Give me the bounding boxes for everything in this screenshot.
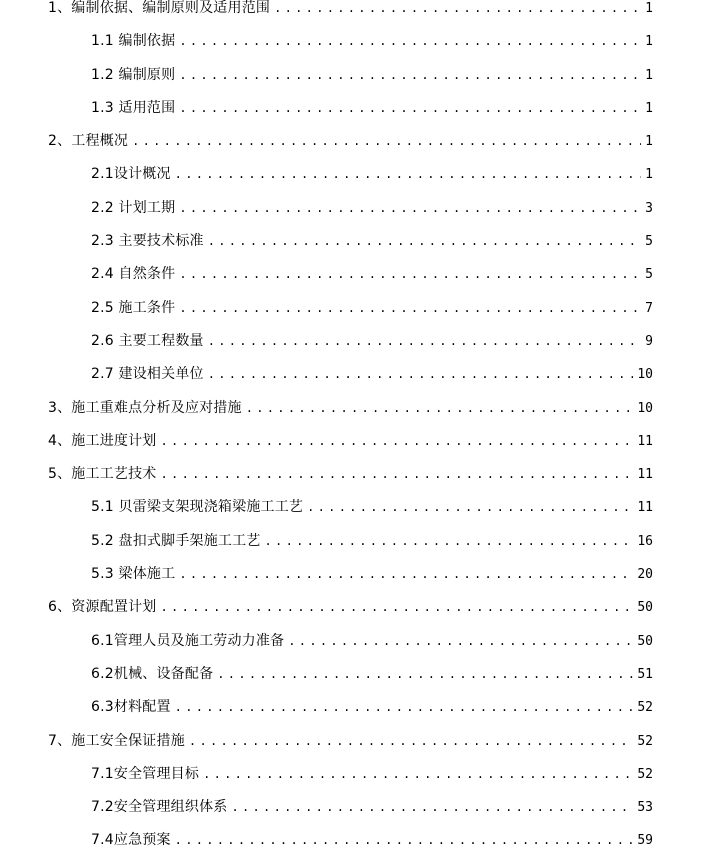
toc-entry-label: 7.2安全管理组织体系	[91, 799, 228, 816]
toc-entry-2-2[interactable]	[0, 192, 705, 225]
toc-entry-label: 6.2机械、设备配备	[91, 665, 214, 682]
toc-entry-label: 4、施工进度计划	[48, 432, 157, 449]
toc-entry-1-1[interactable]	[0, 25, 705, 58]
toc-entry-1-2[interactable]	[0, 59, 705, 92]
toc-leader-dots	[179, 25, 641, 58]
toc-page-number: 1	[645, 167, 653, 183]
toc-page-number: 9	[645, 333, 653, 349]
toc-leader-dots	[307, 491, 633, 524]
toc-leader-dots	[179, 258, 641, 291]
toc-entry-7-1[interactable]	[0, 758, 705, 791]
toc-entry-label: 6、资源配置计划	[48, 599, 157, 616]
toc-entry-6-1[interactable]	[0, 625, 705, 658]
toc-leader-dots	[288, 625, 633, 658]
toc-entry-3[interactable]	[0, 392, 705, 425]
toc-entry-label: 2.1设计概况	[91, 166, 171, 183]
toc-entry-6-2[interactable]	[0, 658, 705, 691]
toc-entry-2-3[interactable]	[0, 225, 705, 258]
toc-page-number: 50	[637, 633, 653, 649]
toc-entry-label: 1.1 编制依据	[91, 33, 176, 50]
toc-entry-label: 1.2 编制原则	[91, 66, 176, 83]
toc-page-number: 20	[637, 567, 653, 583]
toc-page-number: 5	[645, 267, 653, 283]
toc-leader-dots	[265, 525, 634, 558]
toc-entry-label: 2.5 施工条件	[91, 299, 176, 316]
toc-entry-5-1[interactable]	[0, 491, 705, 524]
toc-entry-label: 7.4应急预案	[91, 832, 171, 849]
toc-entry-label: 2.4 自然条件	[91, 266, 176, 283]
toc-page-number: 5	[645, 234, 653, 250]
toc-page-number: 11	[637, 433, 653, 449]
toc-leader-dots	[161, 425, 634, 458]
toc-page-number: 7	[645, 300, 653, 316]
toc-leader-dots	[175, 824, 634, 857]
toc-page-number: 1	[645, 67, 653, 83]
toc-entry-label: 5.1 贝雷梁支架现浇箱梁施工工艺	[91, 499, 304, 516]
toc-leader-dots	[175, 158, 642, 191]
toc-entry-label: 5.3 梁体施工	[91, 566, 176, 583]
toc-page-number: 52	[637, 700, 653, 716]
toc-leader-dots	[208, 358, 634, 391]
toc-entry-label: 6.3材料配置	[91, 699, 171, 716]
toc-page-number: 50	[637, 600, 653, 616]
toc-entry-label: 5、施工工艺技术	[48, 466, 157, 483]
toc-entry-2-4[interactable]	[0, 258, 705, 291]
toc-entry-label: 2.2 计划工期	[91, 199, 176, 216]
toc-leader-dots	[161, 591, 634, 624]
toc-leader-dots	[231, 791, 633, 824]
toc-leader-dots	[175, 691, 634, 724]
toc-entry-1[interactable]	[0, 0, 705, 25]
toc-entry-6-3[interactable]	[0, 691, 705, 724]
toc-entry-label: 7、施工安全保证措施	[48, 732, 185, 749]
toc-entry-label: 7.1安全管理目标	[91, 765, 200, 782]
toc-page-number: 1	[645, 1, 653, 16]
toc-entry-5-3[interactable]	[0, 558, 705, 591]
toc-page-number: 52	[637, 733, 653, 749]
toc-entry-7-2[interactable]	[0, 791, 705, 824]
toc-page-number: 51	[637, 666, 653, 682]
toc-page-number: 1	[645, 134, 653, 150]
toc-page-number: 11	[637, 467, 653, 483]
toc-leader-dots	[132, 125, 641, 158]
toc-leader-dots	[179, 558, 633, 591]
toc-entry-label: 5.2 盘扣式脚手架施工工艺	[91, 532, 261, 549]
toc-entry-label: 2、工程概况	[48, 133, 129, 150]
toc-entry-5[interactable]	[0, 458, 705, 491]
toc-page-number: 1	[645, 34, 653, 50]
toc-leader-dots	[161, 458, 634, 491]
toc-entry-label: 1、编制依据、编制原则及适用范围	[48, 0, 271, 16]
toc-entry-5-2[interactable]	[0, 525, 705, 558]
toc-entry-6[interactable]	[0, 591, 705, 624]
toc-entry-2-5[interactable]	[0, 292, 705, 325]
toc-leader-dots	[179, 292, 641, 325]
toc-page-number: 3	[645, 200, 653, 216]
toc-leader-dots	[179, 59, 641, 92]
toc-leader-dots	[179, 92, 641, 125]
toc-page-number: 59	[637, 833, 653, 849]
toc-entry-7[interactable]	[0, 725, 705, 758]
toc-entry-label: 2.6 主要工程数量	[91, 332, 204, 349]
toc-leader-dots	[189, 725, 633, 758]
toc-entry-4[interactable]	[0, 425, 705, 458]
toc-page-number: 10	[637, 400, 653, 416]
toc-leader-dots	[203, 758, 633, 791]
toc-entry-2[interactable]	[0, 125, 705, 158]
toc-page-number: 1	[645, 100, 653, 116]
toc-leader-dots	[274, 0, 641, 25]
toc-entry-label: 3、施工重难点分析及应对措施	[48, 399, 242, 416]
toc-entry-label: 1.3 适用范围	[91, 99, 176, 116]
toc-entry-2-7[interactable]	[0, 358, 705, 391]
toc-leader-dots	[179, 192, 641, 225]
toc-page-number: 10	[637, 367, 653, 383]
toc-entry-label: 2.7 建设相关单位	[91, 366, 204, 383]
toc-entry-2-6[interactable]	[0, 325, 705, 358]
toc-page-number: 52	[637, 766, 653, 782]
toc-leader-dots	[246, 392, 634, 425]
toc-entry-7-4[interactable]	[0, 824, 705, 857]
toc-entry-label: 2.3 主要技术标准	[91, 233, 204, 250]
toc-leader-dots	[208, 325, 641, 358]
toc-entry-label: 6.1管理人员及施工劳动力准备	[91, 632, 285, 649]
toc-leader-dots	[208, 225, 641, 258]
toc-leader-dots	[217, 658, 633, 691]
toc-page-number: 16	[637, 533, 653, 549]
toc-page-number: 53	[637, 800, 653, 816]
toc-entry-2-1[interactable]	[0, 158, 705, 191]
toc-entry-1-3[interactable]	[0, 92, 705, 125]
toc-page-number: 11	[637, 500, 653, 516]
